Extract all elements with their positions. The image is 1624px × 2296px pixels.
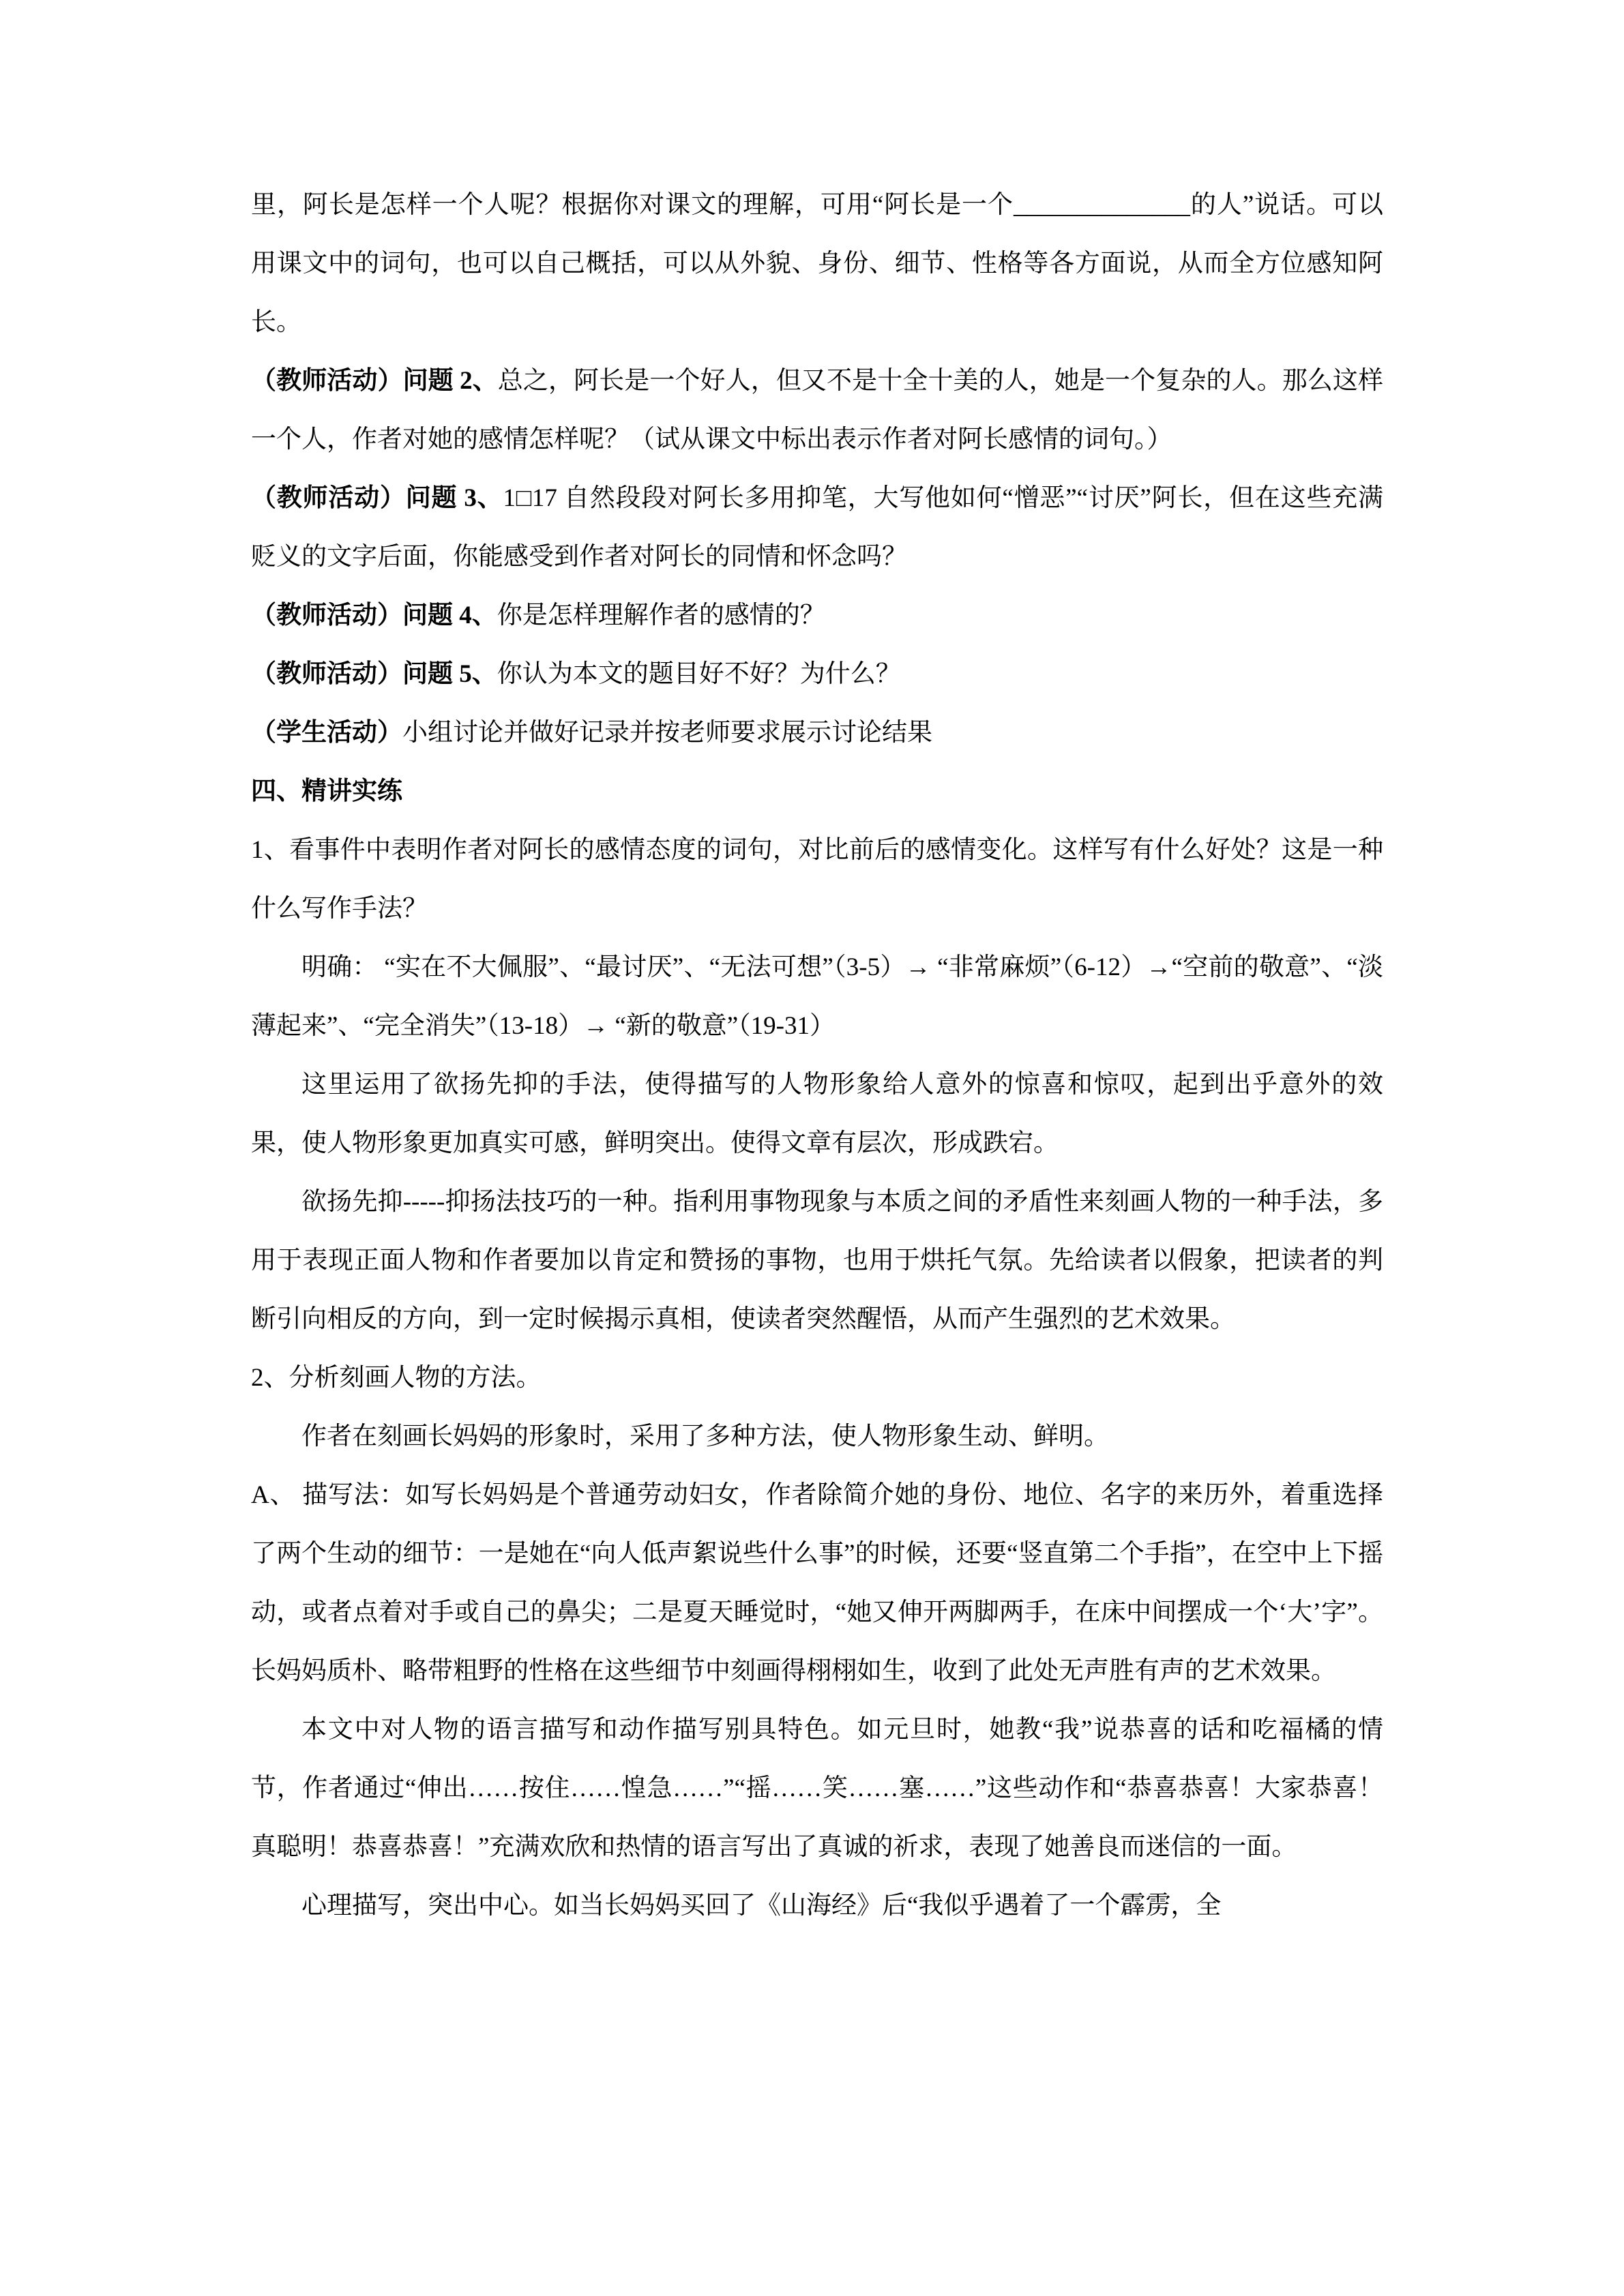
text-run: 里，阿长是怎样一个人呢？根据你对课文的理解，可用“阿长是一个______________的人”说话。可以用课文中的词句，也可以自己概括，可以从外貌、身份、细节、性格等各方面说，从而全方位感知阿长。: [251, 191, 1383, 336]
paragraph-task1: [251, 821, 1383, 938]
bold-label: （学生活动）: [251, 719, 402, 747]
text-run: 小组讨论并做好记录并按老师要求展示讨论结果: [402, 719, 932, 747]
paragraph-student-activity: [251, 704, 1383, 762]
text-run: 这里运用了欲扬先抑的手法，使得描写的人物形象给人意外的惊喜和惊叹，起到出乎意外的效果，使人物形象更加真实可感，鲜明突出。使得文章有层次，形成跌宕。: [251, 1071, 1383, 1157]
paragraph-answer-mingque: [251, 938, 1383, 1056]
text-run: 1、看事件中表明作者对阿长的感情态度的词句，对比前后的感情变化。这样写有什么好处？这是一种什么写作手法？: [251, 836, 1383, 923]
bold-label: 四、精讲实练: [251, 777, 402, 805]
paragraph-teacher-question2: [251, 352, 1383, 469]
text-run: 2、分析刻画人物的方法。: [251, 1364, 542, 1392]
paragraph-psychological-description: [251, 1877, 1383, 1935]
heading-section-four: [251, 762, 1383, 821]
text-run: 1□17 自然段段对阿长多用抑笔，大写他如何“憎恶”“讨厌”阿长，但在这些充满贬义的文字后面，你能感受到作者对阿长的同情和怀念吗？: [251, 484, 1383, 571]
text-run: 明确： “实在不大佩服”、“最讨厌”、“无法可想”（3-5）→ “非常麻烦”（6-12）→“空前的敬意”、“淡薄起来”、“完全消失”（13-18）→ “新的敬意”（19-31）: [251, 953, 1383, 1040]
text-run: 心理描写，突出中心。如当长妈妈买回了《山海经》后“我似乎遇着了一个霹雳，全: [301, 1892, 1222, 1920]
bold-label: （教师活动）问题 3、: [251, 484, 503, 512]
bold-label: （教师活动）问题 2、: [251, 367, 498, 395]
text-run: 总之，阿长是一个好人，但又不是十全十美的人，她是一个复杂的人。那么这样一个人，作者对她的感情怎样呢？（试从课文中标出表示作者对阿长感情的词句。）: [251, 367, 1384, 453]
text-run: A、 描写法：如写长妈妈是个普通劳动妇女，作者除简介她的身份、地位、名字的来历外，着重选择了两个生动的细节：一是她在“向人低声絮说些什么事”的时候，还要“竖直第二个手指”，在空中上下摇动，或者点着对手或自己的鼻尖；二是夏天睡觉时，“她又伸开两脚两手，在床中间摆成一个‘大’字”。长妈妈质朴、略带粗野的性格在这些细节中刻画得栩栩如生，收到了此处无声胜有声的艺术效果。: [251, 1481, 1383, 1685]
bold-label: （教师活动）问题 5、: [251, 660, 497, 688]
paragraph-continuation-question1: [251, 176, 1383, 352]
paragraph-yuyangxianyi-definition: [251, 1173, 1383, 1349]
bold-label: （教师活动）问题 4、: [251, 601, 497, 629]
text-run: 作者在刻画长妈妈的形象时，采用了多种方法，使人物形象生动、鲜明。: [301, 1422, 1109, 1450]
paragraph-teacher-question5: [251, 645, 1383, 704]
paragraph-task2: [251, 1349, 1383, 1407]
paragraph-method-a-description: [251, 1466, 1383, 1701]
text-run: 你认为本文的题目好不好？为什么？: [497, 660, 901, 688]
document-body: [251, 176, 1383, 1935]
paragraph-technique-explanation: [251, 1056, 1383, 1173]
paragraph-language-action-description: [251, 1701, 1383, 1877]
text-run: 你是怎样理解作者的感情的？: [497, 601, 825, 629]
text-run: 欲扬先抑-----抑扬法技巧的一种。指利用事物现象与本质之间的矛盾性来刻画人物的一种手法，多用于表现正面人物和作者要加以肯定和赞扬的事物，也用于烘托气氛。先给读者以假象，把读者的判断引向相反的方向，到一定时候揭示真相，使读者突然醒悟，从而产生强烈的艺术效果。: [251, 1188, 1383, 1333]
text-run: 本文中对人物的语言描写和动作描写别具特色。如元旦时，她教“我”说恭喜的话和吃福橘的情节，作者通过“伸出……按住……惶急……”“摇……笑……塞……”这些动作和“恭喜恭喜！大家恭喜！真聪明！恭喜恭喜！”充满欢欣和热情的语言写出了真诚的祈求，表现了她善良而迷信的一面。: [251, 1716, 1383, 1861]
paragraph-task2-intro: [251, 1407, 1383, 1466]
paragraph-teacher-question4: [251, 586, 1383, 645]
paragraph-teacher-question3: [251, 469, 1383, 586]
